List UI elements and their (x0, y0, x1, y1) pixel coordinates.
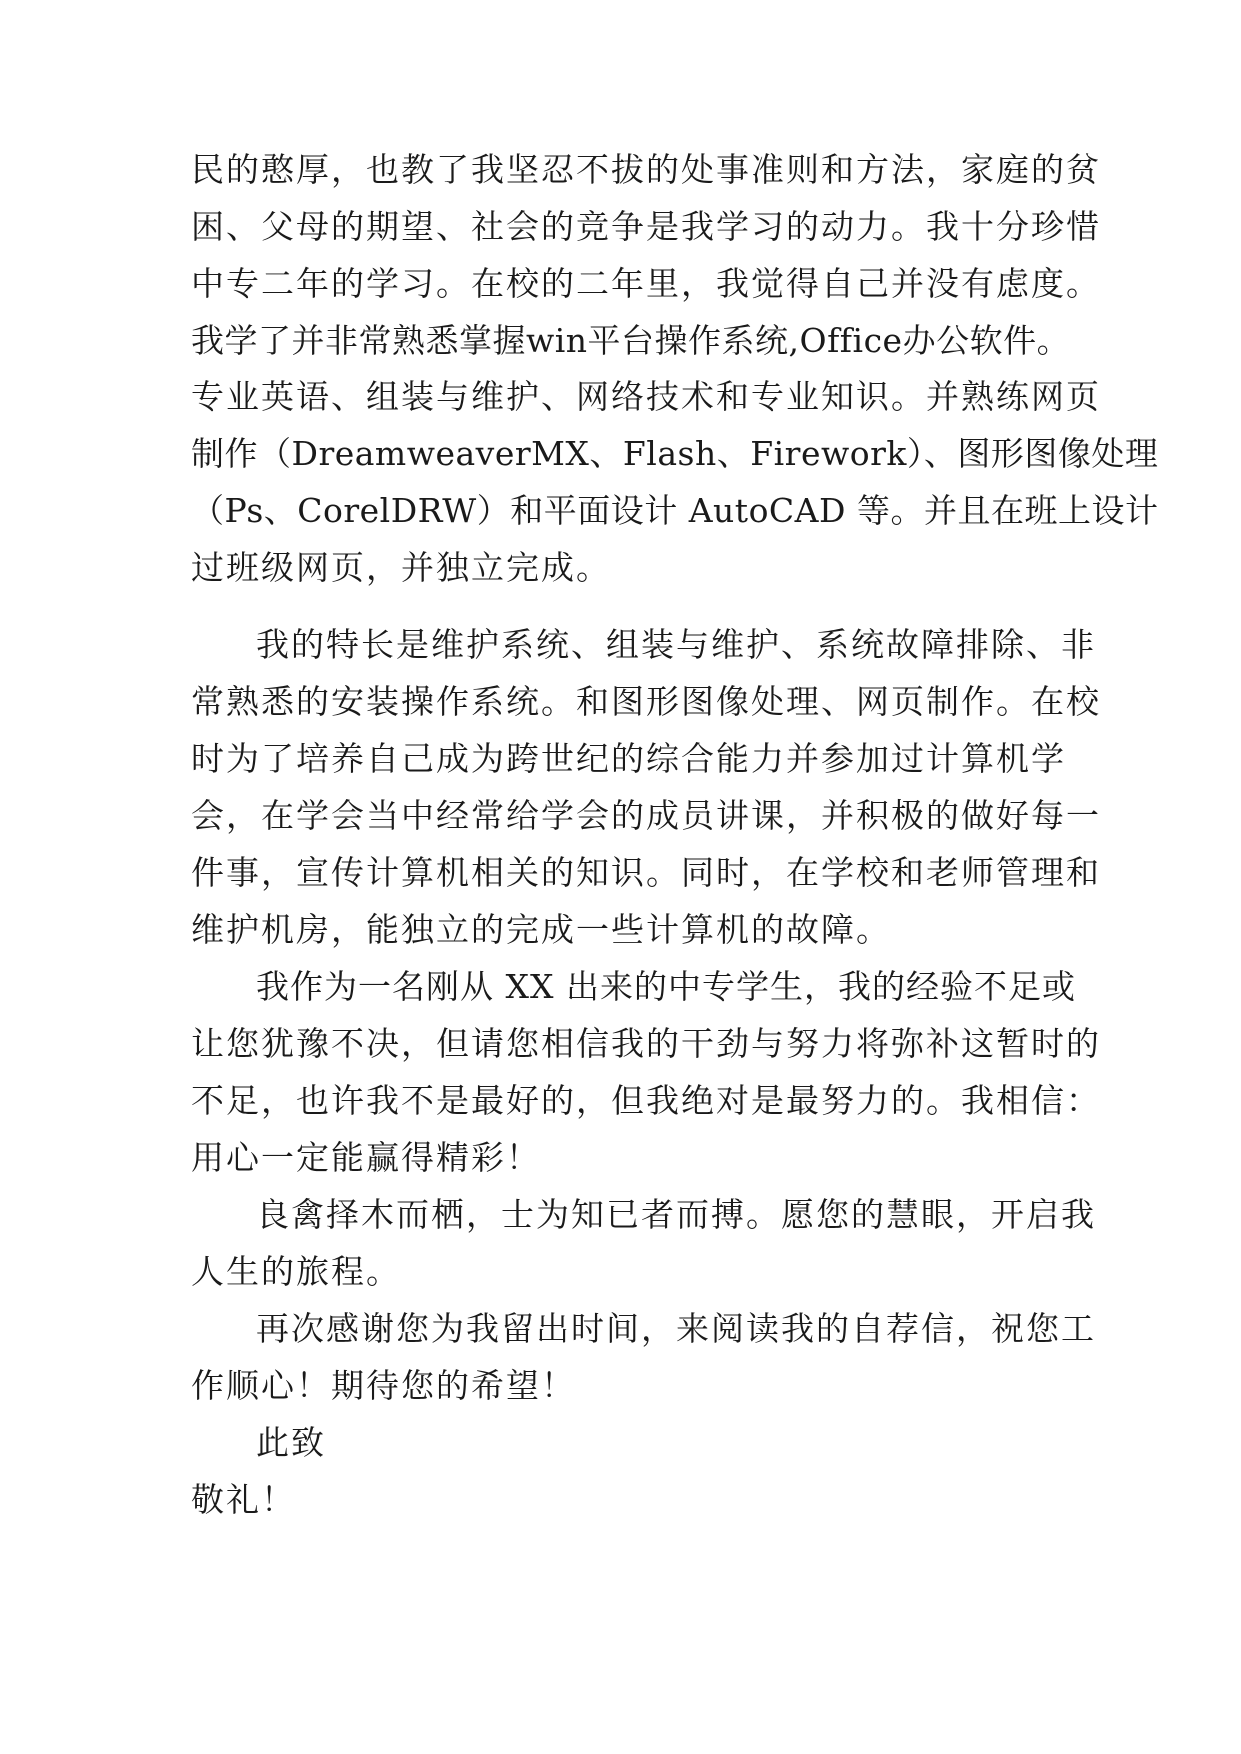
text-line: 会，在学会当中经常给学会的成员讲课，并积极的做好每一 (191, 796, 1101, 835)
text-line: 困、父母的期望、社会的竞争是我学习的动力。我十分珍惜 (191, 207, 1101, 246)
closing-salutation: 此致 (256, 1423, 326, 1462)
text-line: 件事，宣传计算机相关的知识。同时，在学校和老师管理和 (191, 853, 1101, 892)
paragraph-start-line: 良禽择木而栖，士为知已者而搏。愿您的慧眼，开启我 (256, 1195, 1096, 1234)
text-line: 时为了培养自己成为跨世纪的综合能力并参加过计算机学 (191, 739, 1066, 778)
text-line: 用心一定能赢得精彩！ (191, 1138, 541, 1177)
text-line: 维护机房，能独立的完成一些计算机的故障。 (191, 910, 891, 949)
text-line: （Ps、CorelDRW）和平面设计 AutoCAD 等。并且在班上设计 (191, 491, 1159, 530)
paragraph-start-line: 我的特长是维护系统、组装与维护、系统故障排除、非 (256, 625, 1096, 664)
text-line: 过班级网页，并独立完成。 (191, 548, 611, 587)
text-line: 人生的旅程。 (191, 1252, 401, 1291)
text-line: 专业英语、组装与维护、网络技术和专业知识。并熟练网页 (191, 377, 1101, 416)
text-line: 制作（DreamweaverMX、Flash、Firework）、图形图像处理 (191, 434, 1159, 473)
text-line: 让您犹豫不决，但请您相信我的干劲与努力将弥补这暂时的 (191, 1024, 1101, 1063)
text-line: 我学了并非常熟悉掌握win平台操作系统,Office办公软件。 (191, 321, 1071, 360)
paragraph-start-line: 再次感谢您为我留出时间，来阅读我的自荐信，祝您工 (256, 1309, 1096, 1348)
text-line: 常熟悉的安装操作系统。和图形图像处理、网页制作。在校 (191, 682, 1101, 721)
closing-regards: 敬礼！ (191, 1480, 296, 1519)
text-line: 民的憨厚，也教了我坚忍不拔的处事准则和方法，家庭的贫 (191, 150, 1101, 189)
text-line: 中专二年的学习。在校的二年里，我觉得自己并没有虑度。 (191, 264, 1101, 303)
text-line: 作顺心！期待您的希望！ (191, 1366, 576, 1405)
text-line: 不足，也许我不是最好的，但我绝对是最努力的。我相信： (191, 1081, 1101, 1120)
paragraph-start-line: 我作为一名刚从 XX 出来的中专学生，我的经验不足或 (256, 967, 1076, 1006)
